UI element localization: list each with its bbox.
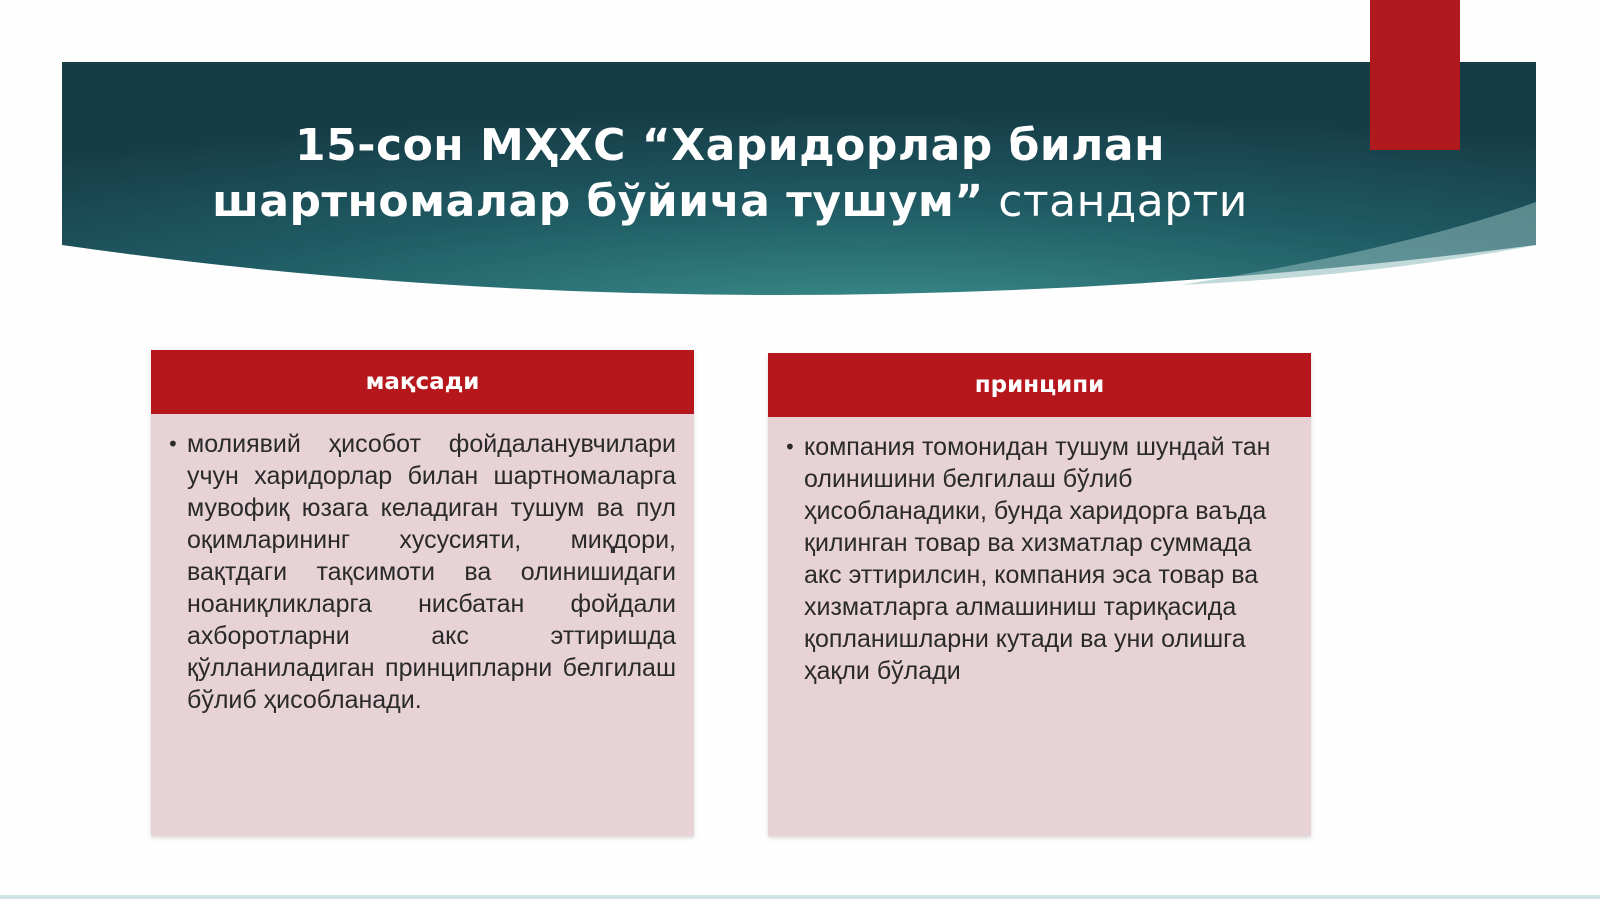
principle-card-header: принципи (768, 353, 1311, 417)
principle-card-text: компания томонидан тушум шундай тан олинишини белгилаш бўлиб ҳисобланадики, бунда харидорга ваъда қилинган товар ва хизматлар суммада акс эттирилсин, компания эса товар ва хизматларга алмашиниш тариқасида қопланишларни кутади ва уни олишга ҳақли бўлади (804, 433, 1271, 685)
principle-card (768, 353, 1311, 836)
goal-card-header: мақсади (151, 350, 694, 414)
principle-card-body (768, 417, 1311, 697)
slide-title (150, 118, 1310, 230)
goal-card-body (151, 414, 694, 726)
title-normal-part: стандарти (998, 176, 1248, 227)
bottom-rule (0, 895, 1600, 899)
bullet-icon: • (784, 435, 796, 459)
goal-card (151, 350, 694, 836)
red-accent-tab (1370, 0, 1460, 150)
bullet-icon: • (167, 432, 179, 456)
goal-card-text: молиявий ҳисобот фойдаланувчилари учун харидорлар билан шартномаларга мувофиқ юзага келадиган тушум ва пул оқимларининг хусусияти, миқдори, вақтдаги тақсимоти ва олинишидаги ноаниқликларга нисбатан фойдали ахборотларни акс эттиришда қўлланиладиган принципларни белгилаш бўлиб ҳисобланади. (187, 430, 676, 714)
title-bold-part: 15-сон МҲХС “Харидорлар билан шартномалар бўйича тушум” (212, 120, 1165, 227)
